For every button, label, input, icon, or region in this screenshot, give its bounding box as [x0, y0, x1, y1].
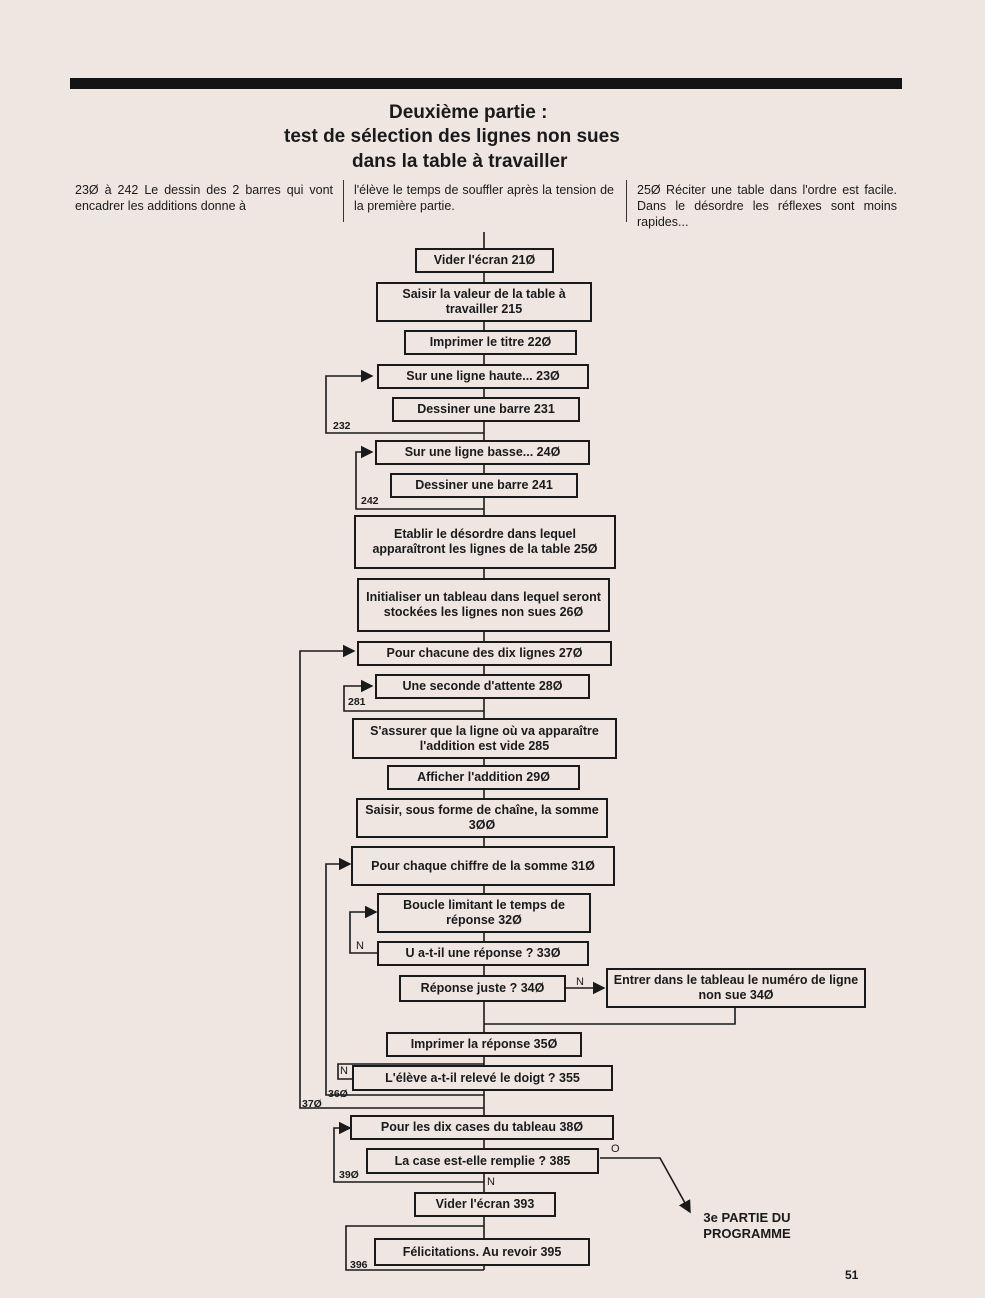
label-370: 37Ø	[302, 1098, 322, 1110]
label-396: 396	[350, 1259, 368, 1271]
box-case-remplie-385: La case est-elle remplie ? 385	[366, 1148, 599, 1174]
label-n-340: N	[576, 976, 584, 988]
box-ligne-vide-285: S'assurer que la ligne où va apparaître l'addition est vide 285	[352, 718, 617, 759]
box-ligne-basse-240: Sur une ligne basse... 24Ø	[375, 440, 590, 465]
box-chaque-chiffre-310: Pour chaque chiffre de la somme 31Ø	[351, 846, 615, 886]
exit-third-part: 3e PARTIE DU PROGRAMME	[703, 1210, 791, 1241]
box-boucle-temps-320: Boucle limitant le temps de réponse 32Ø	[377, 893, 591, 933]
label-281: 281	[348, 696, 366, 708]
title-line-3: dans la table à travailler	[352, 151, 568, 172]
label-n-330: N	[356, 940, 364, 952]
box-etablir-desordre-250: Etablir le désordre dans lequel apparaîtront les lignes de la table 25Ø	[354, 515, 616, 569]
box-dessiner-barre-231: Dessiner une barre 231	[392, 397, 580, 422]
box-reponse-juste-340: Réponse juste ? 34Ø	[399, 975, 566, 1002]
box-releve-doigt-355: L'élève a-t-il relevé le doigt ? 355	[352, 1065, 613, 1091]
box-saisir-table-215: Saisir la valeur de la table à travailler 215	[376, 282, 592, 322]
label-390: 39Ø	[339, 1169, 359, 1181]
label-360: 36Ø	[328, 1088, 348, 1100]
label-n-385: N	[487, 1176, 495, 1188]
label-n-355: N	[340, 1065, 348, 1077]
title-line-2: test de sélection des lignes non sues	[284, 126, 620, 147]
box-seconde-attente-280: Une seconde d'attente 28Ø	[375, 674, 590, 699]
box-felicitations-395: Félicitations. Au revoir 395	[374, 1238, 590, 1266]
box-vider-ecran-393: Vider l'écran 393	[414, 1192, 556, 1217]
intro-column-3: 25Ø Réciter une table dans l'ordre est facile. Dans le désordre les réflexes sont moins rapides...	[637, 183, 897, 229]
intro-column-1: 23Ø à 242 Le dessin des 2 barres qui vont encadrer les additions donne à	[75, 183, 333, 213]
box-une-reponse-330: U a-t-il une réponse ? 33Ø	[377, 941, 589, 966]
label-o-385: O	[611, 1143, 620, 1155]
box-imprimer-titre-220: Imprimer le titre 22Ø	[404, 330, 577, 355]
box-vider-ecran-210: Vider l'écran 21Ø	[415, 248, 554, 273]
box-dix-cases-380: Pour les dix cases du tableau 38Ø	[350, 1115, 614, 1140]
box-ligne-haute-230: Sur une ligne haute... 23Ø	[377, 364, 589, 389]
box-afficher-addition-290: Afficher l'addition 29Ø	[387, 765, 580, 790]
page-number: 51	[845, 1268, 859, 1282]
label-242: 242	[361, 495, 379, 507]
box-saisir-somme-300: Saisir, sous forme de chaîne, la somme 3ØØ	[356, 798, 608, 838]
title-line-1: Deuxième partie :	[389, 102, 548, 123]
intro-column-2: l'élève le temps de souffler après la tension de la première partie.	[354, 183, 614, 213]
box-imprimer-reponse-350: Imprimer la réponse 35Ø	[386, 1032, 582, 1057]
box-entrer-tableau-340: Entrer dans le tableau le numéro de ligne non sue 34Ø	[606, 968, 866, 1008]
label-232: 232	[333, 420, 351, 432]
box-pour-dix-lignes-270: Pour chacune des dix lignes 27Ø	[357, 641, 612, 666]
box-initialiser-tableau-260: Initialiser un tableau dans lequel seront stockées les lignes non sues 26Ø	[357, 578, 610, 632]
box-dessiner-barre-241: Dessiner une barre 241	[390, 473, 578, 498]
